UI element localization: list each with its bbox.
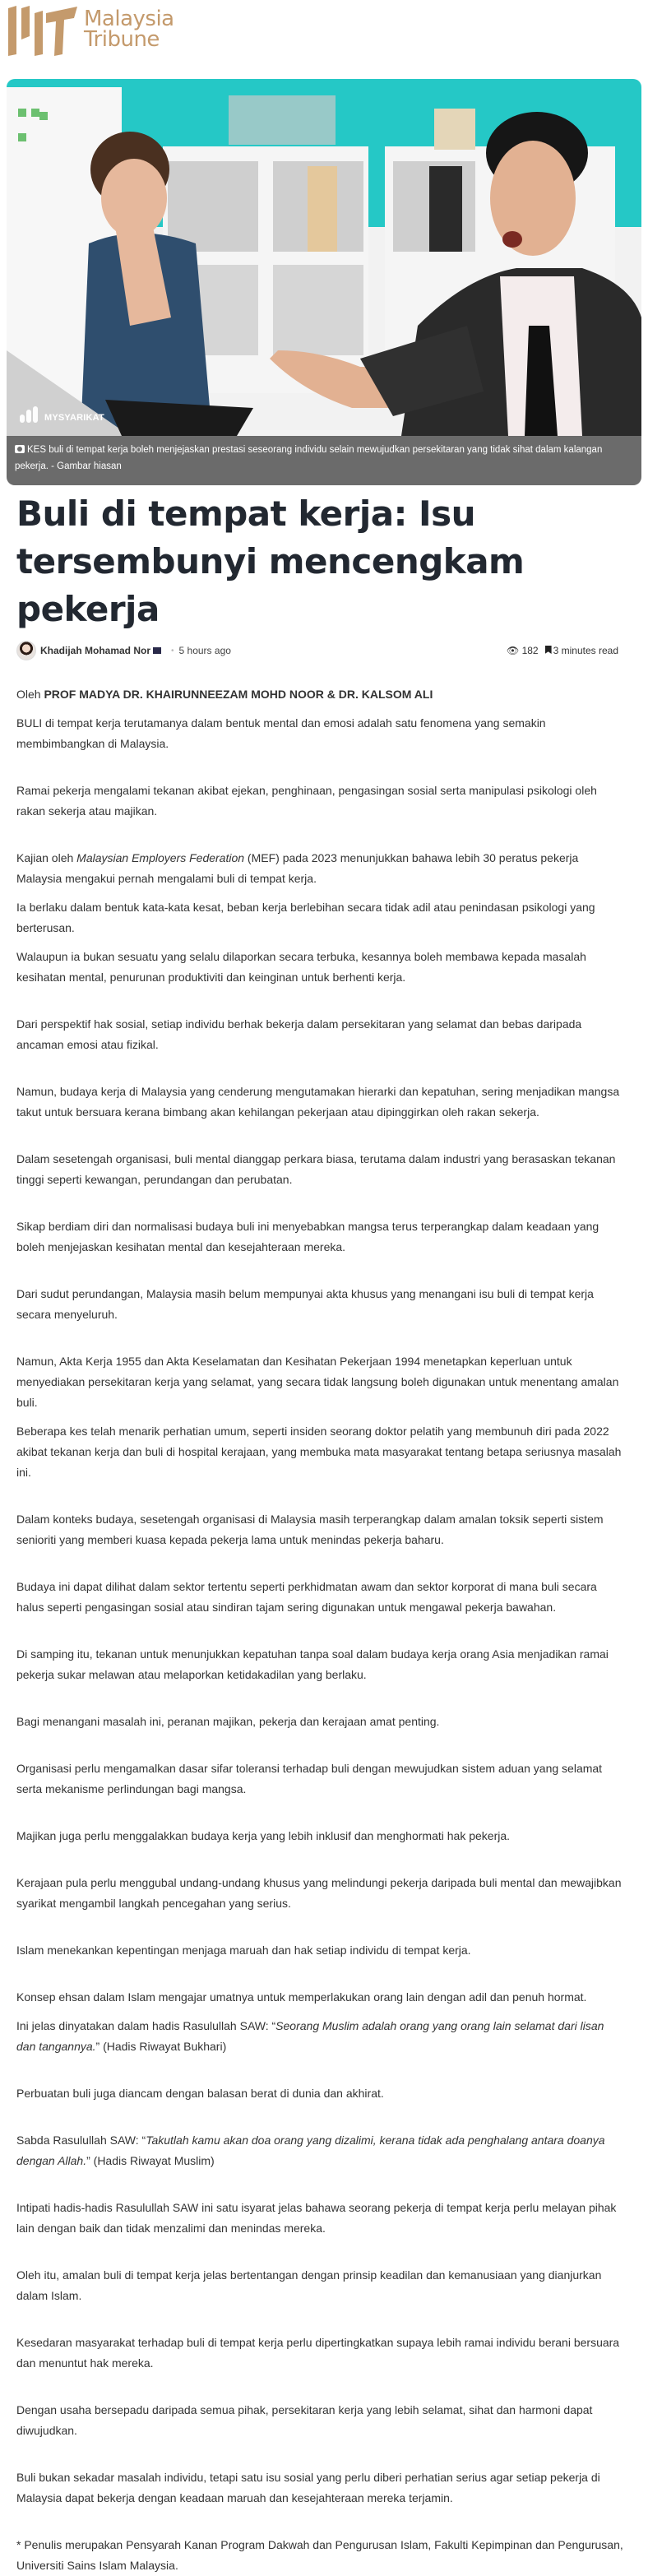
watermark-text: MYSYARIKAT <box>44 413 104 423</box>
read-time: 3 minutes read <box>553 645 618 656</box>
paragraph: Dari sudut perundangan, Malaysia masih belum mempunyai akta khusus yang menangani isu buli di tempat kerja secara menyeluruh. <box>16 1287 594 1321</box>
paragraph: Oleh itu, amalan buli di tempat kerja jelas bertentangan dengan prinsip keadilan dan kemanusiaan yang dianjurkan dalam Islam. <box>16 2268 602 2302</box>
paragraph: Sikap berdiam diri dan normalisasi budaya buli ini menyebabkan mangsa terus terperangkap dalam keadaan yang boleh menjejaskan kesihatan mental dan kesejahteraan mereka. <box>16 1220 599 1253</box>
featured-image-card <box>7 79 641 485</box>
paragraph <box>16 848 625 889</box>
site-logo[interactable] <box>5 3 174 56</box>
read-time-stat <box>545 645 618 656</box>
paragraph: Dari perspektif hak sosial, setiap individu berhak bekerja dalam persekitaran yang selamat dan bebas daripada ancaman emosi atau fizikal. <box>16 1017 582 1051</box>
malaysia-tribune-logo-icon <box>5 3 79 56</box>
paragraph: Islam menekankan kepentingan menjaga maruah dan hak setiap individu di tempat kerja. <box>16 1944 471 1957</box>
paragraph: Namun, Akta Kerja 1955 dan Akta Keselamatan dan Kesihatan Pekerjaan 1994 menetapkan keperluan untuk menyediakan persekitaran kerja yang selamat, yang secara tidak langsung boleh digunakan untuk menentang amalan buli. <box>16 1355 619 1409</box>
paragraph-text: (MEF) pada 2023 menunjukkan bahawa lebih 30 peratus pekerja Malaysia mengakui pernah mengalami buli di tempat kerja. <box>16 851 579 885</box>
paragraph: Di samping itu, tekanan untuk menunjukkan kepatuhan tanpa soal dalam budaya kerja orang Asia menjadikan ramai pekerja sukar melawan atau melaporkan ketidakadilan yang berlaku. <box>16 1647 609 1681</box>
logo-line-1: Malaysia <box>84 7 174 31</box>
paragraph <box>16 2016 625 2057</box>
paragraph: Beberapa kes telah menarik perhatian umum, seperti insiden seorang doktor pelatih yang membunuh diri pada 2022 akibat tekanan kerja dan buli di hospital kerajaan, yang membuka mata masyarakat tentang betapa seriusnya masalah ini. <box>16 1425 622 1479</box>
paragraph-text: ” (Hadis Riwayat Muslim) <box>86 2154 215 2167</box>
byline-prefix: Oleh <box>16 688 41 701</box>
article-title: Buli di tempat kerja: Isu tersembunyi mencengkam pekerja <box>16 493 525 629</box>
paragraph: Dalam sesetengah organisasi, buli mental dianggap perkara biasa, terutama dalam industri yang berasaskan tekanan tinggi seperti kewangan, perundangan dan perubatan. <box>16 1152 616 1186</box>
paragraph: Kerajaan pula perlu menggubal undang-undang khusus yang melindungi pekerja daripada buli mental dan mewajibkan syarikat mengambil langkah pencegahan yang serius. <box>16 1876 622 1910</box>
hadith-quote: Seorang Muslim adalah orang yang orang lain selamat dari lisan dan tangannya. <box>16 2019 604 2053</box>
paragraph-text: Kajian oleh <box>16 851 77 864</box>
publish-time: 5 hours ago <box>178 645 231 656</box>
envelope-icon[interactable] <box>153 647 161 654</box>
paragraph: Bagi menangani masalah ini, peranan majikan, pekerja dan kerajaan amat penting. <box>16 1715 440 1728</box>
camera-icon <box>15 445 25 453</box>
featured-image[interactable] <box>7 79 641 436</box>
paragraph-text: Sabda Rasulullah SAW: “ <box>16 2134 146 2147</box>
author-footnote: * Penulis merupakan Pensyarah Kanan Program Dakwah dan Pengurusan Islam, Fakulti Kepimpinan dan Pengurusan, Universiti Sains Islam Malaysia. <box>16 2538 623 2572</box>
article-stats <box>507 645 618 656</box>
paragraph: Kesedaran masyarakat terhadap buli di tempat kerja perlu dipertingkatkan supaya lebih ramai individu berani bersuara dan menuntut hak mereka. <box>16 2336 620 2370</box>
paragraph: Budaya ini dapat dilihat dalam sektor tertentu seperti perkhidmatan awam dan sektor korporat di mana buli secara halus seperti pengasingan sosial atau sindiran tajam sering digunakan untuk mengawal pekerja bawahan. <box>16 1580 597 1614</box>
paragraph: Buli bukan sekadar masalah individu, tetapi satu isu sosial yang perlu diberi perhatian serius agar setiap pekerja di Malaysia dapat bekerja dengan keadaan maruah dan kesejahteraan mereka terjamin. <box>16 2471 600 2504</box>
paragraph: Dalam konteks budaya, sesetengah organisasi di Malaysia masih terperangkap dalam amalan toksik seperti sistem senioriti yang memberi kuasa kepada pekerja lama untuk menindas pekerja baharu. <box>16 1513 604 1546</box>
watermark-bar-icon <box>20 415 25 423</box>
paragraph: BULI di tempat kerja terutamanya dalam bentuk mental dan emosi adalah satu fenomena yang semakin membimbangkan di Malaysia. <box>16 716 546 750</box>
paragraph: Dengan usaha bersepadu daripada semua pihak, persekitaran kerja yang lebih selamat, sihat dan harmoni dapat diwujudkan. <box>16 2403 593 2437</box>
author-name[interactable]: Khadijah Mohamad Nor <box>40 645 151 656</box>
article-byline <box>16 684 625 705</box>
logo-line-2: Tribune <box>84 27 160 52</box>
paragraph: Ramai pekerja mengalami tekanan akibat ejekan, penghinaan, pengasingan sosial serta manipulasi psikologi oleh rakan sekerja atau majikan. <box>16 784 597 818</box>
eye-icon: 👁 <box>507 645 520 656</box>
watermark-bar-icon <box>26 410 31 423</box>
article-body <box>16 684 625 2576</box>
paragraph: Majikan juga perlu menggalakkan budaya kerja yang lebih inklusif dan menghormati hak pekerja. <box>16 1829 511 1842</box>
paragraph-text: Ini jelas dinyatakan dalam hadis Rasulullah SAW: “ <box>16 2019 276 2032</box>
paragraph <box>16 2130 625 2171</box>
paragraph-emphasis: Malaysian Employers Federation <box>76 851 245 864</box>
paragraph: Konsep ehsan dalam Islam mengajar umatnya untuk memperlakukan orang lain dengan adil dan penuh hormat. <box>16 1990 587 2004</box>
hadith-quote: Takutlah kamu akan doa orang yang dizalimi, kerana tidak ada penghalang antara doanya dengan Allah. <box>16 2134 605 2167</box>
paragraph: Ia berlaku dalam bentuk kata-kata kesat, beban kerja berlebihan secara tidak adil atau penindasan psikologi yang berterusan. <box>16 901 595 934</box>
paragraph: Organisasi perlu mengamalkan dasar sifar toleransi terhadap buli dengan mewujudkan sistem aduan yang selamat serta mekanisme perlindungan bagi mangsa. <box>16 1762 603 1795</box>
paragraph: Intipati hadis-hadis Rasulullah SAW ini satu isyarat jelas bahawa seorang pekerja di tempat kerja perlu melayan pihak lain dengan baik dan tidak menzalimi dan menindas mereka. <box>16 2201 617 2235</box>
bookmark-icon <box>545 646 552 654</box>
article-meta <box>16 638 632 663</box>
dot-separator: • <box>171 646 174 656</box>
mysyarikat-watermark <box>20 406 104 423</box>
logo-wordmark <box>84 9 174 50</box>
watermark-bar-icon <box>33 406 38 423</box>
paragraph: Walaupun ia bukan sesuatu yang selalu dilaporkan secara terbuka, kesannya boleh membawa kepada masalah kesihatan mental, penurunan produktiviti dan keinginan untuk berhenti kerja. <box>16 950 586 984</box>
byline-authors: PROF MADYA DR. KHAIRUNNEEZAM MOHD NOOR & DR. KALSOM ALI <box>44 688 433 701</box>
views-count: 182 <box>521 645 539 656</box>
image-caption <box>7 436 641 485</box>
paragraph: Perbuatan buli juga diancam dengan balasan berat di dunia dan akhirat. <box>16 2087 384 2100</box>
paragraph-text: ” (Hadis Riwayat Bukhari) <box>95 2040 227 2053</box>
caption-text: KES buli di tempat kerja boleh menjejaskan prestasi seseorang individu selain mewujudkan persekitaran yang tidak sihat dalam kalangan pekerja. - Gambar hiasan <box>15 445 603 471</box>
paragraph: Namun, budaya kerja di Malaysia yang cenderung mengutamakan hierarki dan kepatuhan, sering menjadikan mangsa takut untuk bersuara kerana bimbang akan kehilangan pekerjaan atau dipinggirkan oleh rakan sekerja. <box>16 1085 620 1119</box>
author-avatar[interactable] <box>16 641 36 660</box>
views-stat <box>507 645 539 656</box>
